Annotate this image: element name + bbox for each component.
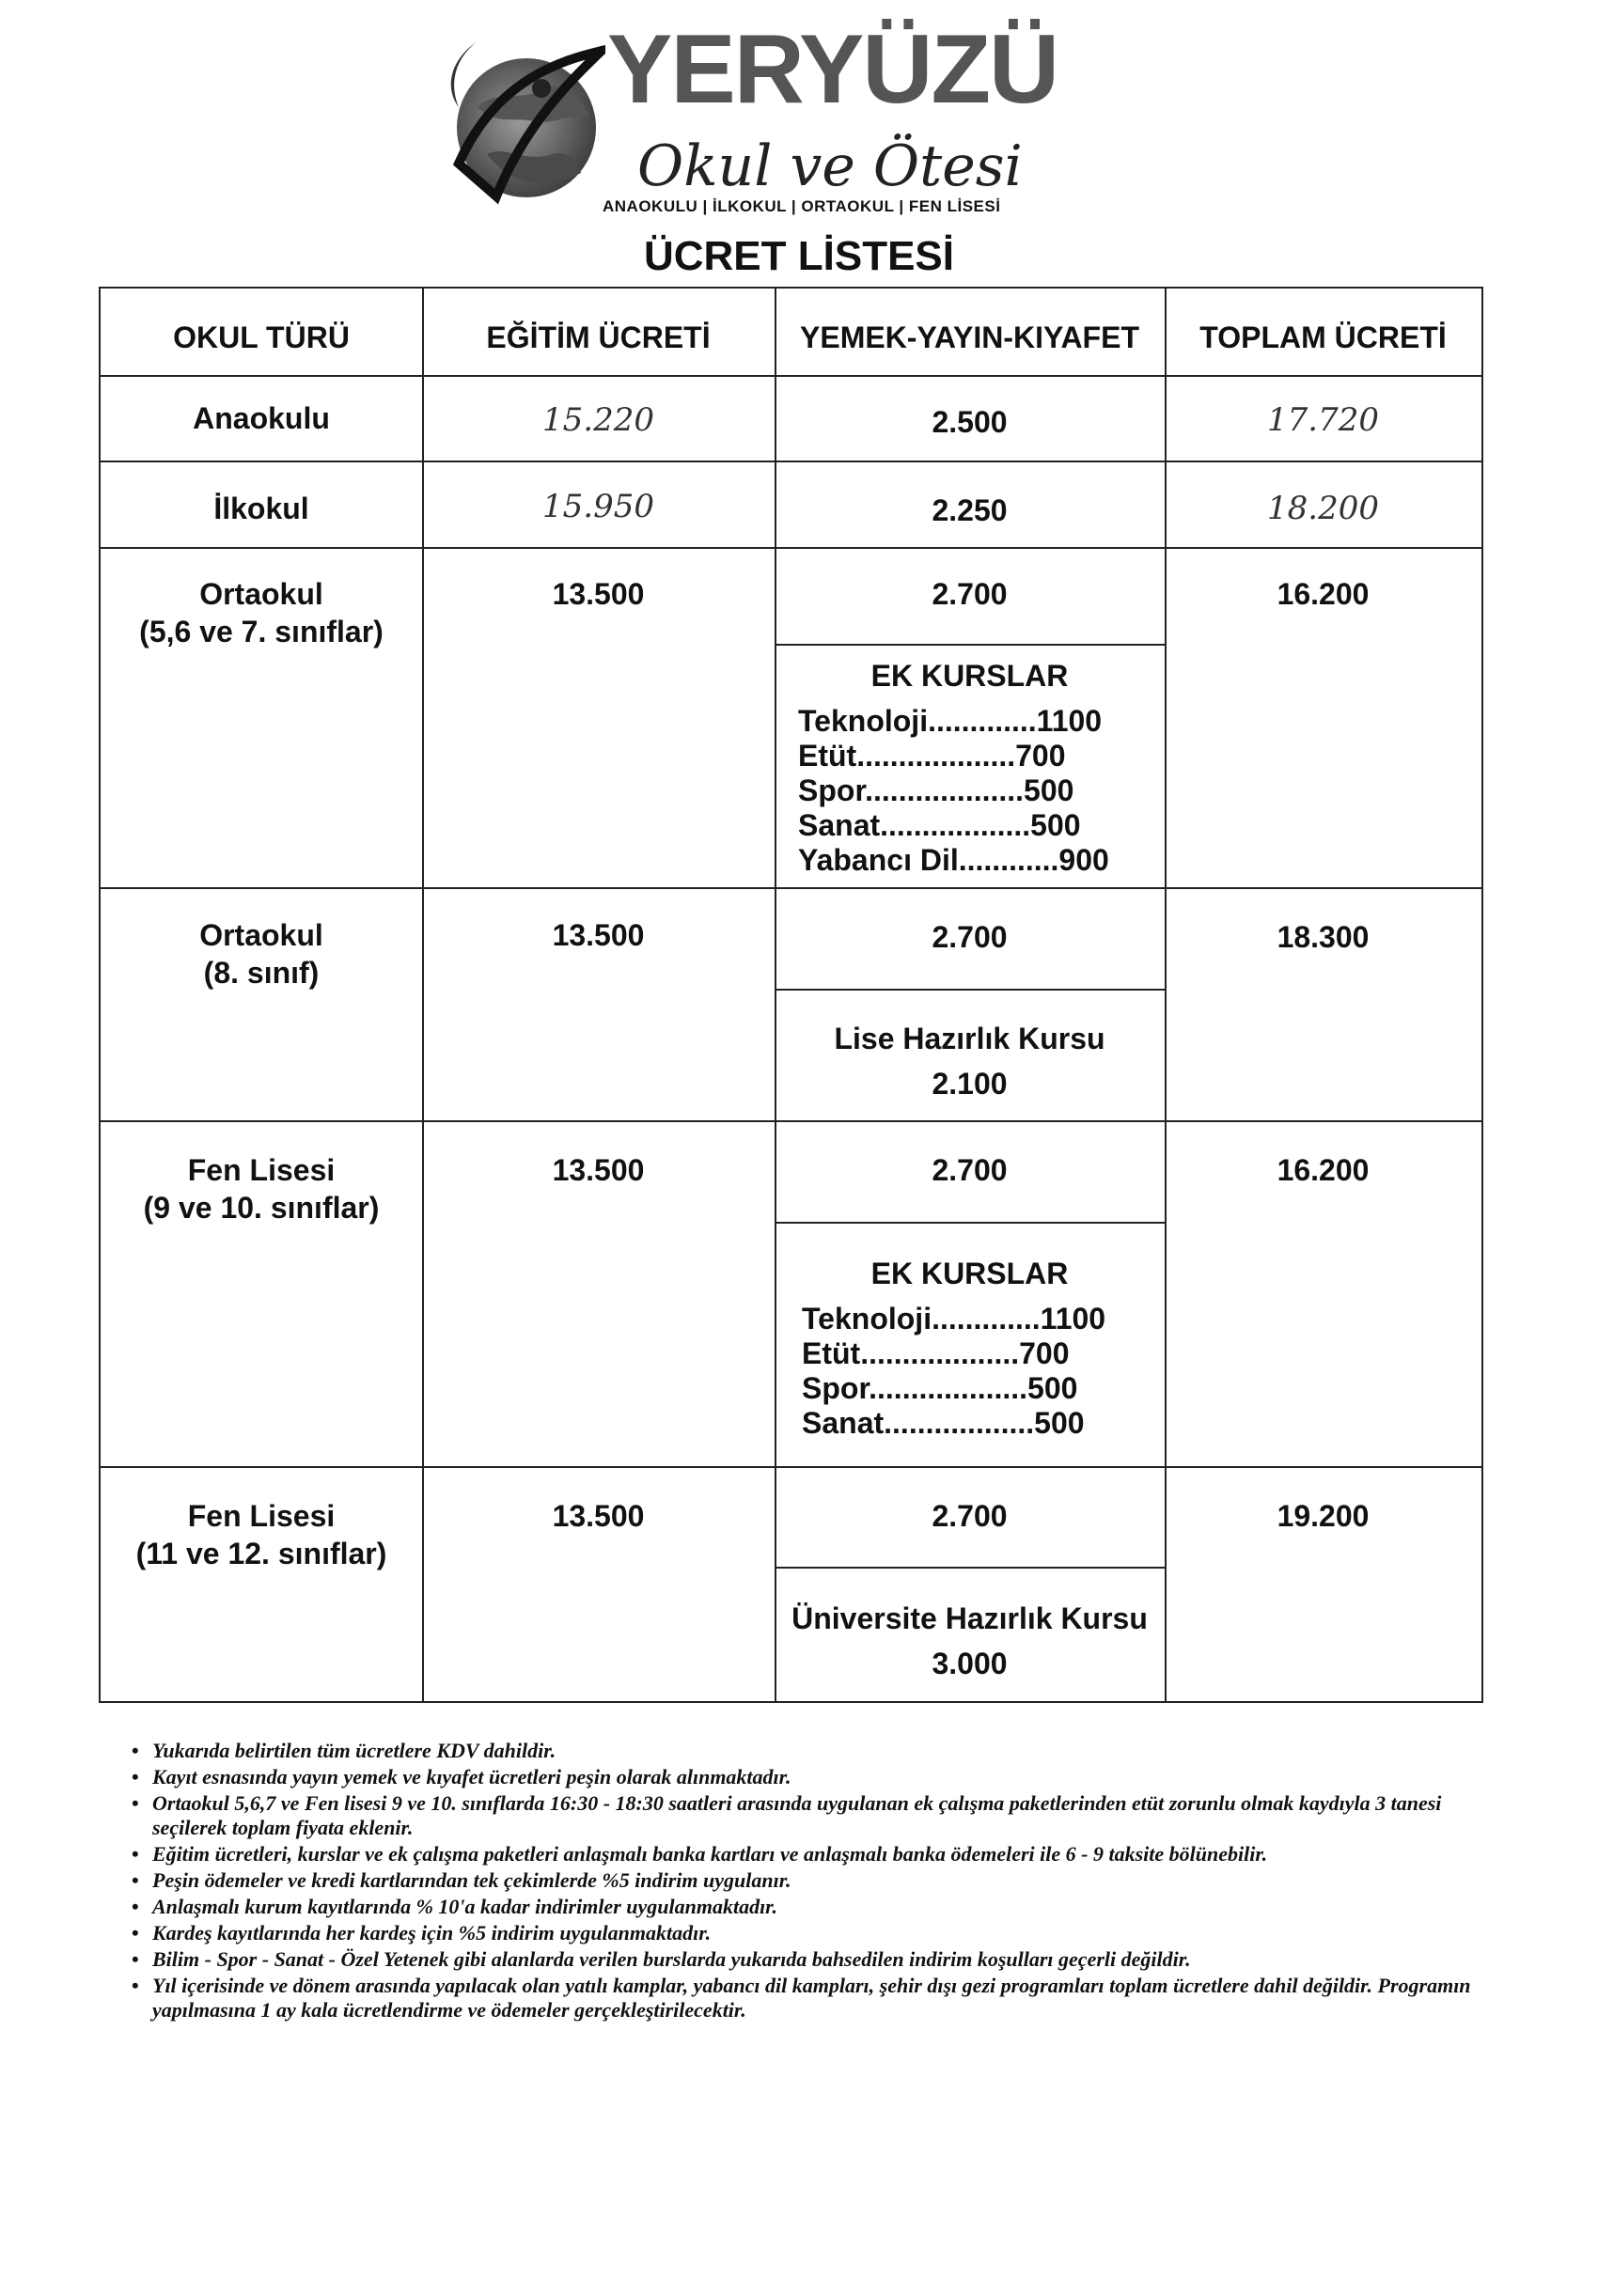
row-ortaokul-567-type: Ortaokul (5,6 ve 7. sınıflar) [139, 577, 384, 648]
row-ilkokul-education: 15.950 [542, 488, 654, 525]
row-ortaokul-567-meals: 2.700 [932, 577, 1008, 611]
course-item: Sanat..................500 [798, 808, 1081, 842]
note-item: • Peşin ödemeler ve kredi kartlarından tek çekimlerde %5 indirim uygulanır. [132, 1868, 1485, 1893]
header-meal-book-uniform: YEMEK-YAYIN-KIYAFET [800, 320, 1139, 354]
note-item: • Yukarıda belirtilen tüm ücretlere KDV dahildir. [132, 1739, 1485, 1763]
row-ortaokul-8-meals: 2.700 [932, 920, 1008, 954]
note-item: • Eğitim ücretleri, kurslar ve ek çalışma paketleri anlaşmalı banka kartları ve anlaşmalı banka ödemeleri ile 6 - 9 taksite bölünebilir. [132, 1842, 1485, 1866]
ortaokul-567-courses-list [798, 704, 1109, 878]
row-ilkokul-total: 18.200 [1267, 490, 1379, 527]
row-anaokulu-education: 15.220 [542, 401, 654, 439]
course-item: Teknoloji.............1100 [802, 1302, 1106, 1335]
header-education-fee: EĞİTİM ÜCRETİ [486, 320, 711, 354]
row-ilkokul-type: İlkokul [213, 492, 309, 525]
row-anaokulu-meals: 2.500 [932, 405, 1008, 439]
note-item: • Bilim - Spor - Sanat - Özel Yetenek gibi alanlarda verilen burslarda yukarıda bahsedilen indirim koşulları geçerli değildir. [132, 1947, 1485, 1972]
ortaokul-8-extra-title: Lise Hazırlık Kursu [834, 1022, 1105, 1055]
row-ilkokul-meals: 2.250 [932, 493, 1008, 527]
course-item: Yabancı Dil............900 [798, 843, 1109, 877]
note-item: • Ortaokul 5,6,7 ve Fen lisesi 9 ve 10. sınıflarda 16:30 - 18:30 saatleri arasında uygulanan ek çalışma paketlerinden etüt zorunlu olmak kaydıyla 3 tanesi seçilerek toplam fiyata eklenir. [132, 1791, 1485, 1840]
fen-1112-extra-price: 3.000 [932, 1647, 1008, 1680]
note-item: • Kayıt esnasında yayın yemek ve kıyafet ücretleri peşin olarak alınmaktadır. [132, 1765, 1485, 1789]
row-fen-910-education: 13.500 [552, 1153, 645, 1187]
globe-logo-icon [440, 23, 605, 211]
ortaokul-8-extra-price: 2.100 [932, 1067, 1008, 1101]
course-item: Spor...................500 [798, 773, 1074, 807]
fen-910-courses-title: EK KURSLAR [870, 1257, 1069, 1290]
row-fen-1112-total: 19.200 [1277, 1499, 1370, 1533]
row-anaokulu-type: Anaokulu [193, 401, 330, 435]
row-ortaokul-567-education: 13.500 [552, 577, 645, 611]
course-item: Etüt...................700 [802, 1336, 1070, 1370]
note-item: • Yıl içerisinde ve dönem arasında yapılacak olan yatılı kamplar, yabancı dil kampları, şehir dışı gezi programları toplam ücretlere dahil değildir. Programın yapılmasına 1 ay kala ücretlendirme ve ödemeler gerçekleştirilecektir. [132, 1974, 1485, 2023]
row-ortaokul-8-total: 18.300 [1277, 920, 1370, 954]
row-ortaokul-567-total: 16.200 [1277, 577, 1370, 611]
course-item: Teknoloji.............1100 [798, 704, 1103, 738]
ortaokul-567-courses-title: EK KURSLAR [870, 659, 1069, 693]
course-item: Sanat..................500 [802, 1406, 1085, 1440]
school-logo [440, 11, 1098, 227]
brand-name: YERYÜZÜ [607, 15, 1058, 124]
fee-notes-list [132, 1739, 1485, 2024]
course-item: Spor...................500 [802, 1371, 1078, 1405]
fee-table [99, 287, 1483, 1703]
fen-1112-extra-title: Üniversite Hazırlık Kursu [791, 1601, 1148, 1635]
row-fen-910-meals: 2.700 [932, 1153, 1008, 1187]
header-total-fee: TOPLAM ÜCRETİ [1199, 320, 1447, 354]
note-item: • Anlaşmalı kurum kayıtlarında % 10'a kadar indirimler uygulanmaktadır. [132, 1895, 1485, 1919]
fen-910-courses-list [802, 1302, 1105, 1441]
row-anaokulu-total: 17.720 [1267, 401, 1379, 439]
row-fen-1112-meals: 2.700 [932, 1499, 1008, 1533]
page-title: ÜCRET LİSTESİ [643, 233, 955, 279]
row-fen-1112-type: Fen Lisesi (11 ve 12. sınıflar) [135, 1499, 387, 1570]
brand-motto: Okul ve Ötesi [637, 133, 1023, 199]
row-fen-910-total: 16.200 [1277, 1153, 1370, 1187]
row-ortaokul-8-education: 13.500 [552, 918, 645, 952]
row-ortaokul-8-type: Ortaokul (8. sınıf) [199, 918, 323, 990]
row-fen-910-type: Fen Lisesi (9 ve 10. sınıflar) [143, 1153, 380, 1225]
school-types: ANAOKULU | İLKOKUL | ORTAOKUL | FEN LİSESİ [603, 197, 1001, 215]
course-item: Etüt...................700 [798, 739, 1066, 773]
note-item: • Kardeş kayıtlarında her kardeş için %5 indirim uygulanmaktadır. [132, 1921, 1485, 1945]
row-fen-1112-education: 13.500 [552, 1499, 645, 1533]
header-school-type: OKUL TÜRÜ [173, 320, 350, 354]
